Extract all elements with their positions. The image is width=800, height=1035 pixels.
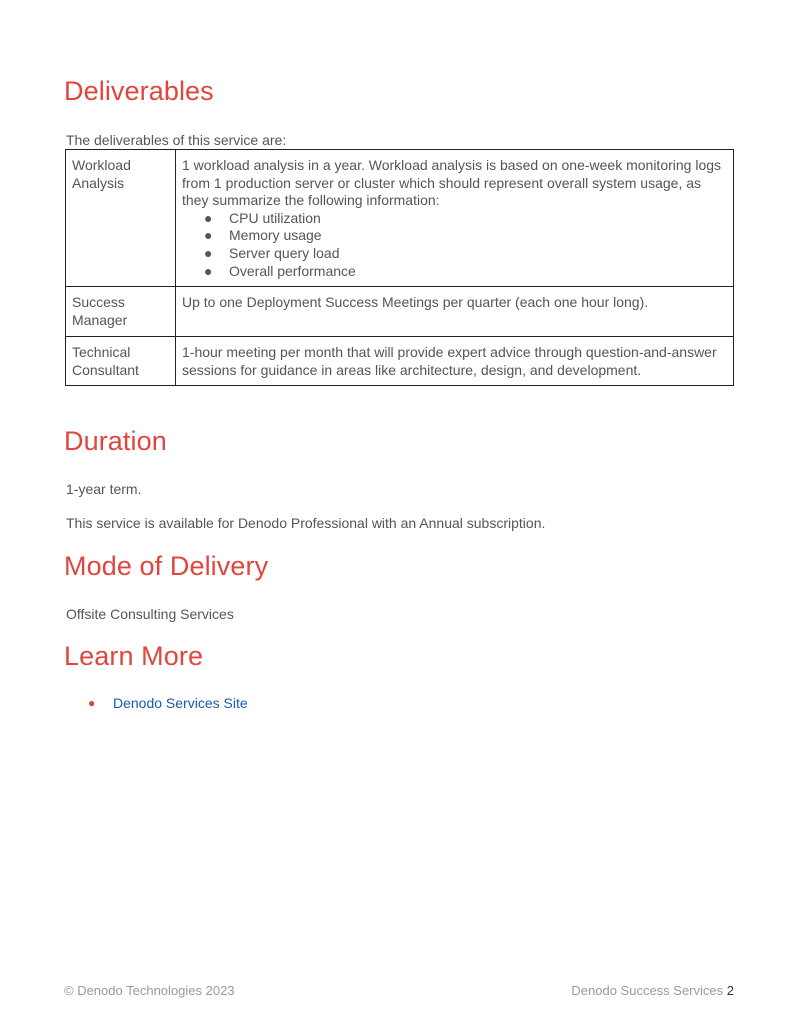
duration-term: 1-year term. bbox=[66, 481, 142, 497]
bullet-list bbox=[182, 210, 727, 280]
page-number: 2 bbox=[726, 983, 734, 998]
footer-copyright: © Denodo Technologies 2023 bbox=[64, 983, 235, 998]
mode-of-delivery-heading: Mode of Delivery bbox=[64, 551, 269, 581]
deliverable-description: 1 workload analysis in a year. Workload analysis is based on one-week monitoring logs from 1 production server or cluster which should represent overall system usage, as they summarize the following information: bbox=[182, 157, 722, 209]
list-item-text: CPU utilization bbox=[229, 209, 321, 226]
duration-availability: This service is available for Denodo Professional with an Annual subscription. bbox=[66, 515, 546, 531]
deliverable-description-cell: Up to one Deployment Success Meetings per quarter (each one hour long). bbox=[176, 287, 734, 337]
bullet-icon: ● bbox=[204, 209, 213, 226]
bullet-icon: ● bbox=[204, 227, 213, 244]
deliverable-description-cell: 1-hour meeting per month that will provide expert advice through question-and-answer sessions for guidance in areas like architecture, design, and development. bbox=[176, 337, 734, 386]
denodo-services-site-link[interactable]: Denodo Services Site bbox=[113, 695, 248, 711]
deliverable-description-cell bbox=[176, 150, 734, 287]
table-row bbox=[66, 150, 734, 287]
list-item bbox=[204, 245, 727, 263]
list-item-text: Memory usage bbox=[229, 227, 322, 244]
list-item bbox=[204, 263, 727, 281]
deliverables-heading: Deliverables bbox=[64, 76, 214, 106]
list-item bbox=[88, 694, 248, 712]
footer-doc-info bbox=[571, 983, 734, 998]
bullet-icon: ● bbox=[88, 696, 96, 710]
list-item bbox=[204, 210, 727, 228]
learn-more-heading: Learn More bbox=[64, 641, 204, 671]
list-item bbox=[204, 227, 727, 245]
deliverable-name-cell: Workload Analysis bbox=[66, 150, 176, 287]
mode-of-delivery-text: Offsite Consulting Services bbox=[66, 606, 234, 622]
bullet-icon: ● bbox=[204, 262, 213, 279]
deliverables-intro: The deliverables of this service are: bbox=[66, 132, 287, 148]
table-row bbox=[66, 287, 734, 337]
bullet-icon: ● bbox=[204, 244, 213, 261]
deliverables-table bbox=[65, 149, 734, 386]
deliverable-name-cell: Success Manager bbox=[66, 287, 176, 337]
list-item-text: Overall performance bbox=[229, 262, 356, 279]
list-item-text: Server query load bbox=[229, 244, 340, 261]
table-row bbox=[66, 337, 734, 386]
duration-heading: Duration bbox=[64, 426, 167, 456]
footer-doc-title: Denodo Success Services bbox=[571, 983, 724, 998]
learn-more-links bbox=[88, 694, 248, 712]
deliverable-name-cell: Technical Consultant bbox=[66, 337, 176, 386]
